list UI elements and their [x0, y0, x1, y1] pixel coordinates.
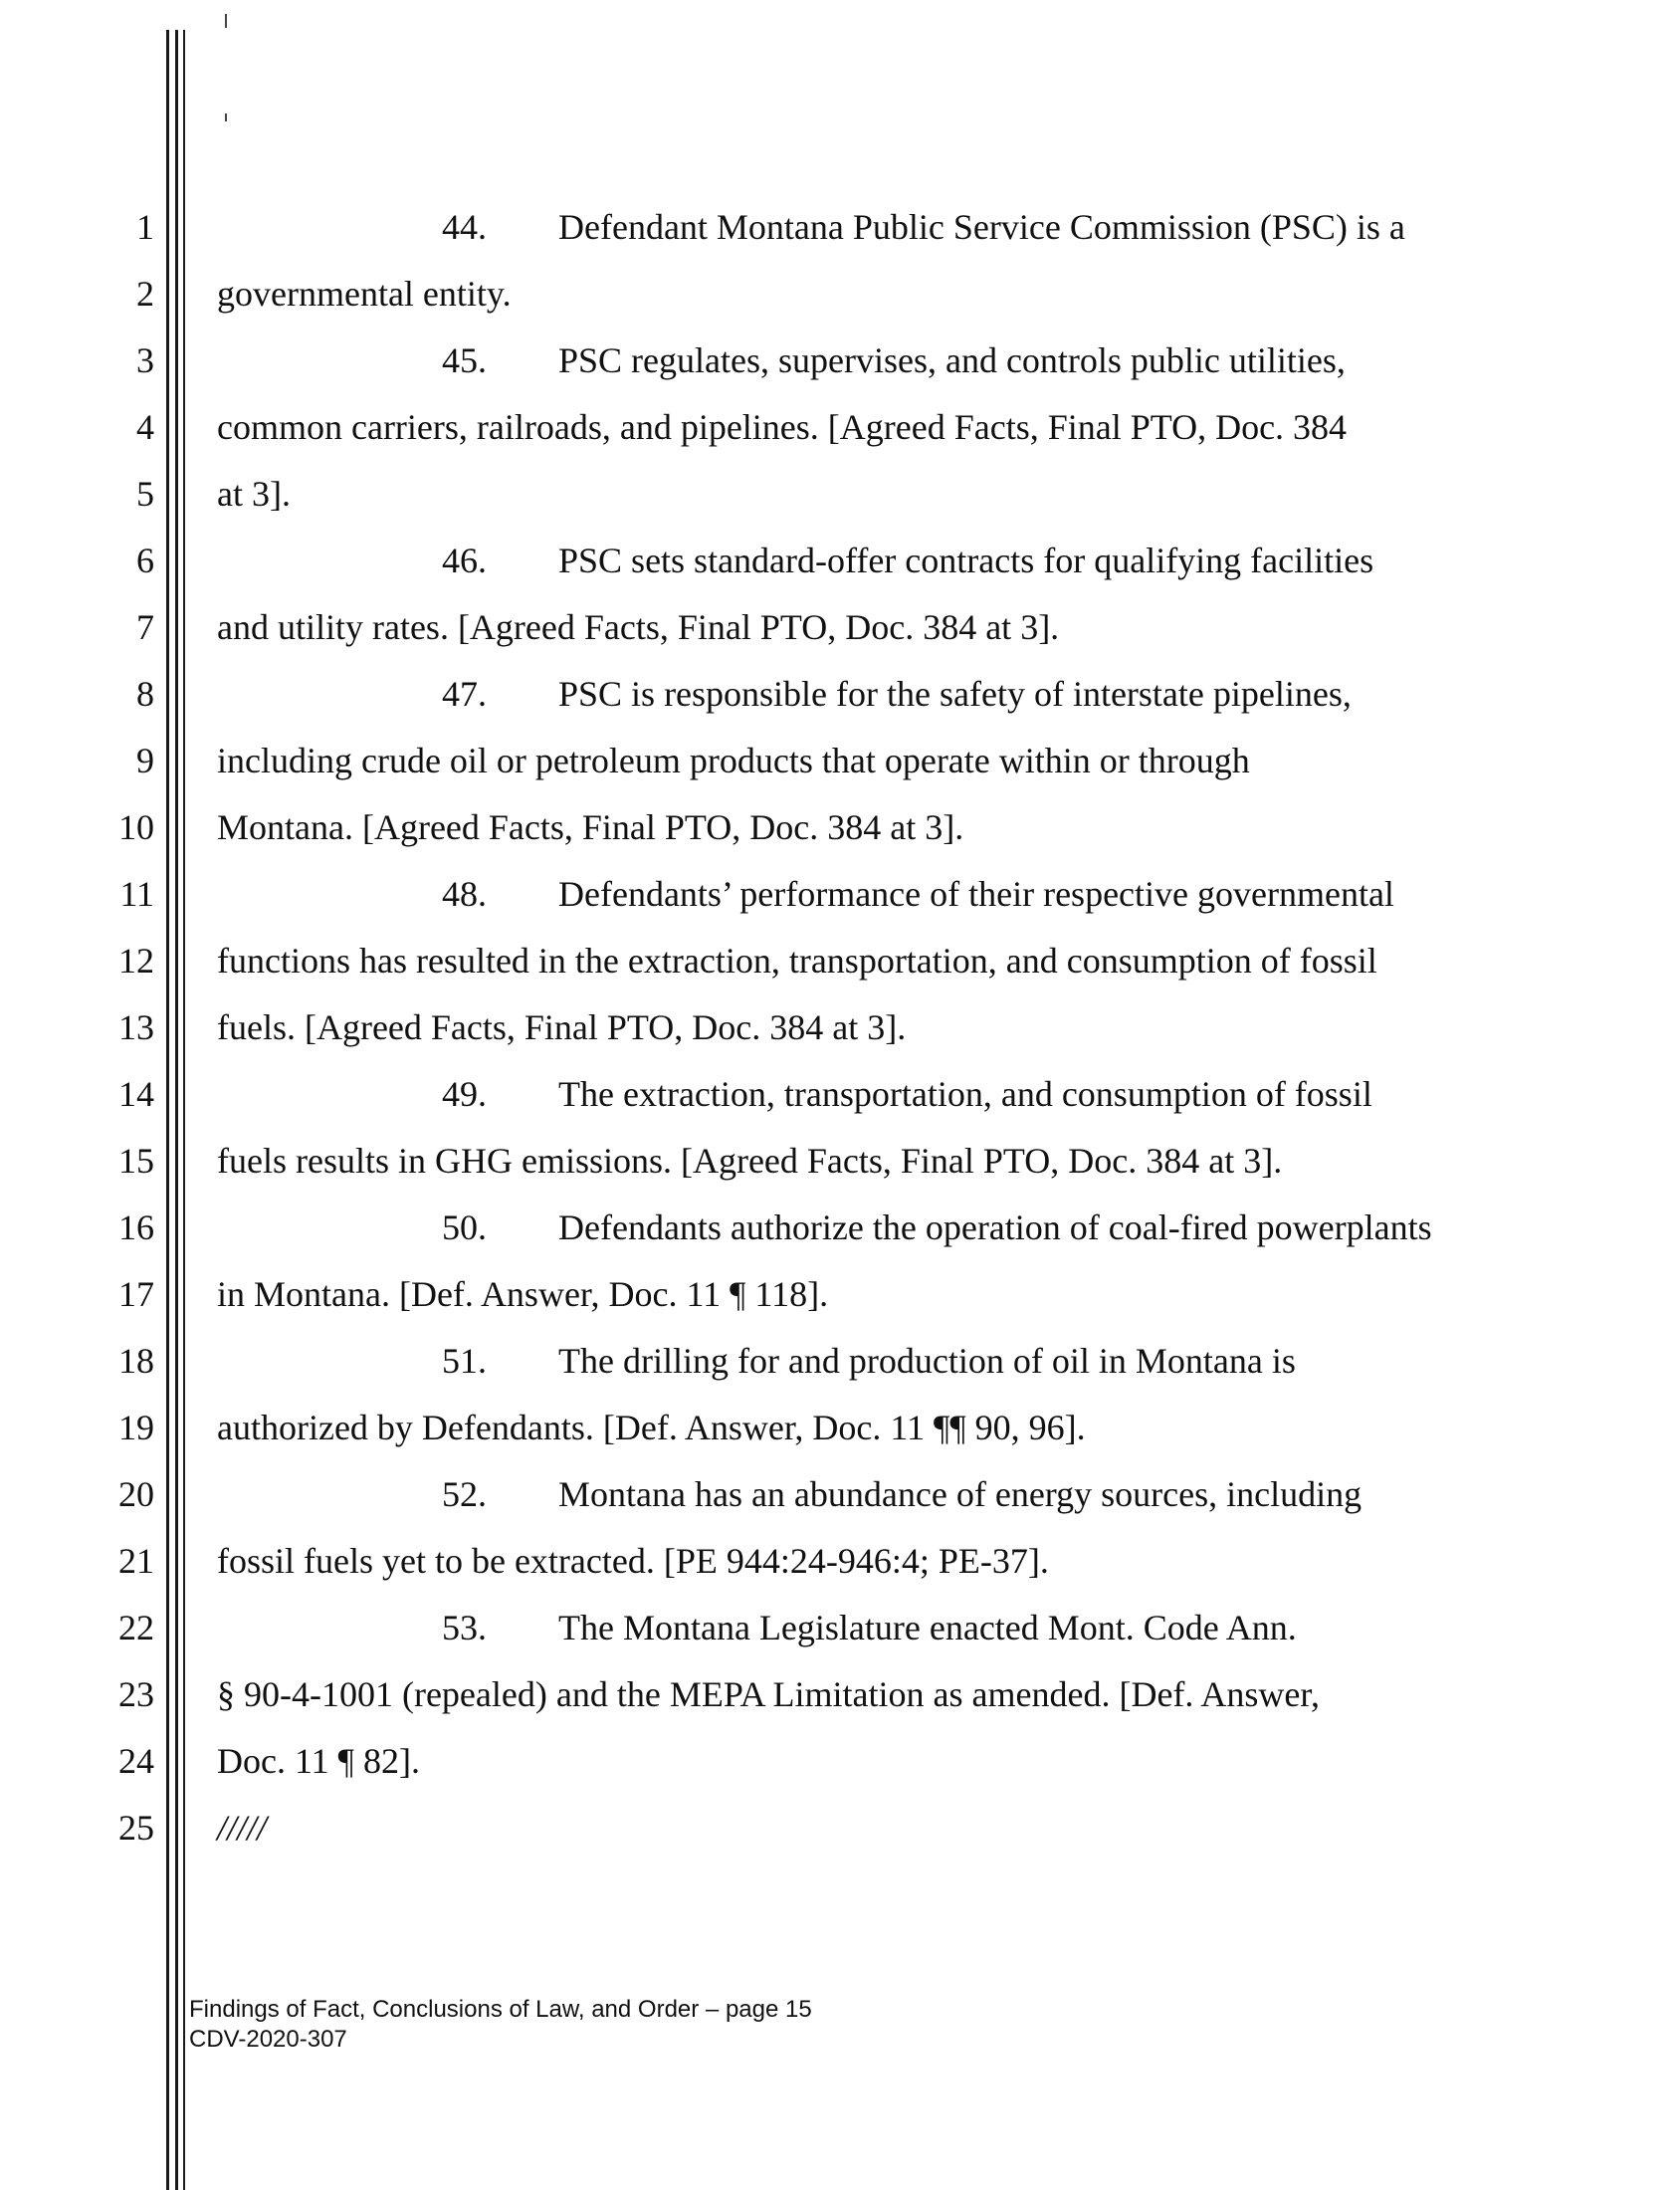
line-number: 10 — [118, 807, 154, 847]
line-number: 3 — [136, 340, 154, 380]
line-number: 5 — [136, 474, 154, 514]
paragraph-text: Defendants’ performance of their respective governmental — [558, 874, 1394, 914]
line-number: 11 — [119, 874, 154, 914]
paragraph-number: 52. — [442, 1474, 487, 1514]
paragraph-text: The extraction, transportation, and consumption of fossil — [558, 1074, 1372, 1114]
line-number: 2 — [136, 274, 154, 314]
line-number: 15 — [118, 1141, 154, 1181]
paragraph-line: including crude oil or petroleum products that operate within or through — [217, 741, 1250, 780]
paragraph-line: functions has resulted in the extraction, transportation, and consumption of fossil — [217, 941, 1377, 981]
scan-artifact — [225, 14, 227, 28]
line-number: 21 — [118, 1541, 154, 1581]
line-number: 25 — [118, 1808, 154, 1848]
continuation-mark: ///// — [217, 1808, 268, 1848]
paragraph-number: 49. — [442, 1074, 487, 1114]
paragraph-number: 47. — [442, 674, 487, 714]
margin-rule — [175, 30, 178, 2190]
line-number: 6 — [136, 541, 154, 580]
margin-rule — [166, 30, 169, 2190]
line-number: 1 — [136, 207, 154, 247]
paragraph-first-line — [217, 674, 1352, 714]
paragraph-first-line — [217, 1074, 1372, 1114]
line-number: 16 — [118, 1207, 154, 1247]
paragraph-line: fossil fuels yet to be extracted. [PE 944:24-946:4; PE-37]. — [217, 1541, 1049, 1581]
paragraph-text: Defendants authorize the operation of coal-fired powerplants — [558, 1207, 1432, 1247]
paragraph-text: PSC sets standard-offer contracts for qualifying facilities — [558, 541, 1374, 580]
paragraph-text: The Montana Legislature enacted Mont. Code Ann. — [558, 1608, 1297, 1647]
paragraph-number: 53. — [442, 1608, 487, 1647]
paragraph-first-line — [217, 874, 1394, 914]
footer-case-number: CDV-2020-307 — [189, 2026, 347, 2053]
scan-artifact — [225, 113, 227, 121]
paragraph-first-line — [217, 1341, 1296, 1381]
line-number: 7 — [136, 607, 154, 647]
paragraph-text: Defendant Montana Public Service Commission (PSC) is a — [558, 207, 1405, 247]
line-number: 22 — [118, 1608, 154, 1647]
paragraph-line: and utility rates. [Agreed Facts, Final PTO, Doc. 384 at 3]. — [217, 607, 1060, 647]
line-number: 13 — [118, 1007, 154, 1047]
paragraph-number: 44. — [442, 207, 487, 247]
line-number: 9 — [136, 741, 154, 780]
line-number: 14 — [118, 1074, 154, 1114]
paragraph-text: The drilling for and production of oil in Montana is — [558, 1341, 1296, 1381]
line-number: 23 — [118, 1674, 154, 1714]
footer-title: Findings of Fact, Conclusions of Law, and Order – page 15 — [189, 1996, 812, 2023]
paragraph-number: 46. — [442, 541, 487, 580]
paragraph-line: in Montana. [Def. Answer, Doc. 11 ¶ 118]. — [217, 1274, 829, 1314]
line-number: 20 — [118, 1474, 154, 1514]
paragraph-line: at 3]. — [217, 474, 291, 514]
paragraph-first-line — [217, 207, 1405, 247]
line-number: 24 — [118, 1741, 154, 1781]
paragraph-first-line — [217, 1608, 1297, 1647]
paragraph-first-line — [217, 340, 1346, 380]
paragraph-line: fuels results in GHG emissions. [Agreed Facts, Final PTO, Doc. 384 at 3]. — [217, 1141, 1283, 1181]
line-number: 19 — [118, 1408, 154, 1447]
paragraph-number: 48. — [442, 874, 487, 914]
paragraph-line: authorized by Defendants. [Def. Answer, Doc. 11 ¶¶ 90, 96]. — [217, 1408, 1086, 1447]
margin-rule — [183, 30, 185, 2190]
paragraph-first-line — [217, 1474, 1362, 1514]
paragraph-first-line — [217, 1207, 1432, 1247]
paragraph-line: governmental entity. — [217, 274, 512, 314]
line-number: 17 — [118, 1274, 154, 1314]
paragraph-line: Montana. [Agreed Facts, Final PTO, Doc. 384 at 3]. — [217, 807, 964, 847]
line-number: 8 — [136, 674, 154, 714]
paragraph-first-line — [217, 541, 1373, 580]
line-number: 18 — [118, 1341, 154, 1381]
paragraph-line: fuels. [Agreed Facts, Final PTO, Doc. 384 at 3]. — [217, 1007, 907, 1047]
paragraph-text: Montana has an abundance of energy sources, including — [558, 1474, 1363, 1514]
paragraph-text: PSC is responsible for the safety of interstate pipelines, — [558, 674, 1352, 714]
paragraph-number: 50. — [442, 1207, 487, 1247]
paragraph-number: 45. — [442, 340, 487, 380]
paragraph-text: PSC regulates, supervises, and controls public utilities, — [558, 340, 1346, 380]
paragraph-line: § 90-4-1001 (repealed) and the MEPA Limitation as amended. [Def. Answer, — [217, 1674, 1320, 1714]
line-number: 12 — [118, 941, 154, 981]
paragraph-line: common carriers, railroads, and pipelines. [Agreed Facts, Final PTO, Doc. 384 — [217, 407, 1348, 447]
paragraph-number: 51. — [442, 1341, 487, 1381]
paragraph-line: Doc. 11 ¶ 82]. — [217, 1741, 420, 1781]
line-number: 4 — [136, 407, 154, 447]
